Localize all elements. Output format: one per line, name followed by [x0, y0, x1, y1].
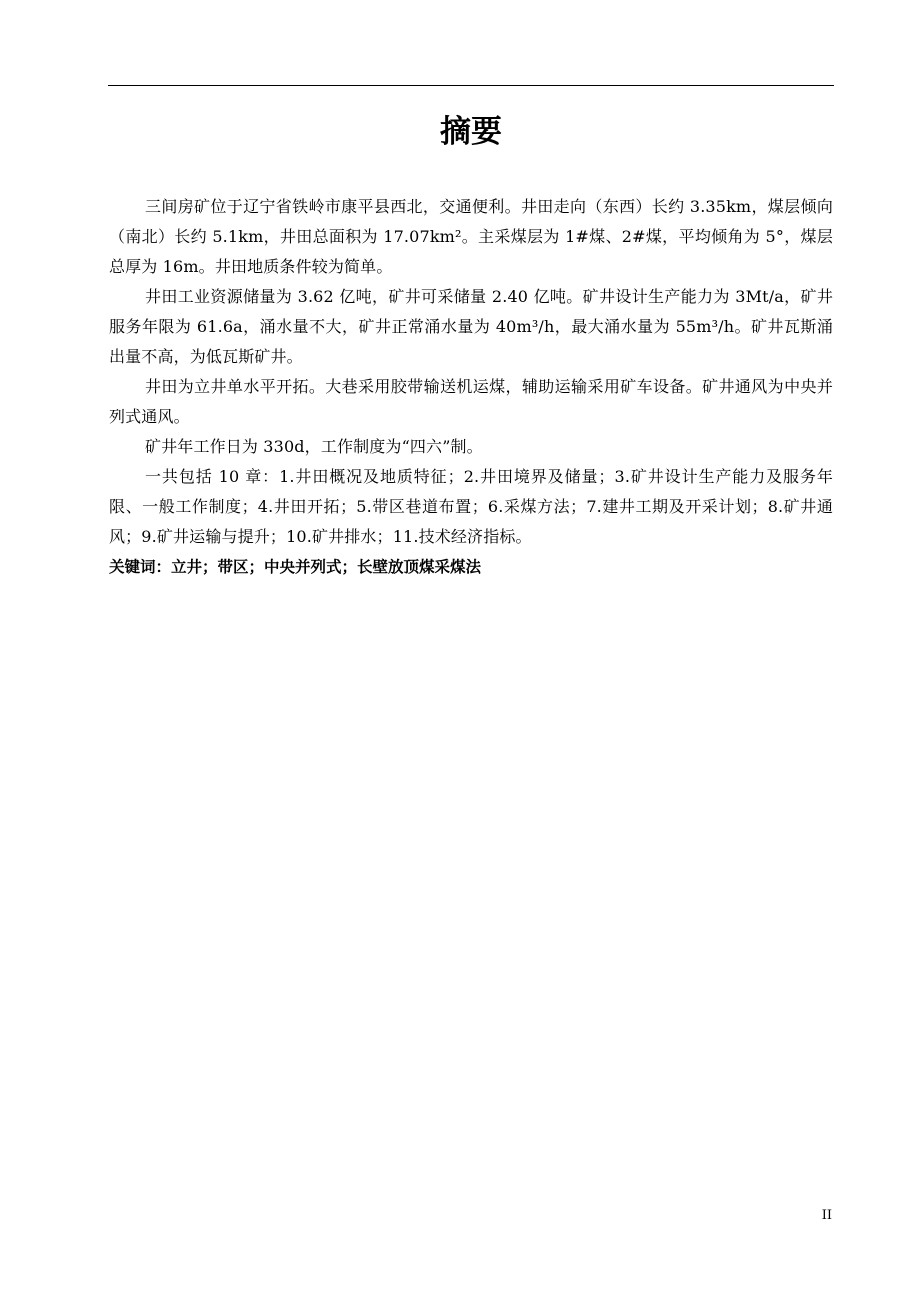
abstract-body	[109, 192, 833, 582]
header-rule	[108, 85, 834, 86]
keywords: 关键词：立井；带区；中央并列式；长壁放顶煤采煤法	[109, 558, 482, 576]
page-title: 摘要	[440, 114, 502, 150]
paragraph-work-schedule: 矿井年工作日为 330d，工作制度为“四六”制。	[145, 437, 483, 456]
paragraph-reserves: 井田工业资源储量为 3.62 亿吨，矿井可采储量 2.40 亿吨。矿井设计生产能力为 3Mt/a，矿井服务年限为 61.6a，涌水量不大，矿井正常涌水量为 40m³/h，最大涌水量为 55m³/h。矿井瓦斯涌出量不高，为低瓦斯矿井。	[109, 287, 833, 366]
page-number: II	[821, 1208, 832, 1223]
paragraph-location: 三间房矿位于辽宁省铁岭市康平县西北，交通便利。井田走向（东西）长约 3.35km，煤层倾向（南北）长约 5.1km，井田总面积为 17.07km²。主采煤层为 1#煤、2#煤，平均倾角为 5°，煤层总厚为 16m。井田地质条件较为简单。	[109, 197, 833, 276]
paragraph-chapters: 一共包括 10 章：1.井田概况及地质特征；2.井田境界及储量；3.矿井设计生产能力及服务年限、一般工作制度；4.井田开拓；5.带区巷道布置；6.采煤方法；7.建井工期及开采计划；8.矿井通风；9.矿井运输与提升；10.矿井排水；11.技术经济指标。	[109, 467, 833, 546]
paragraph-development: 井田为立井单水平开拓。大巷采用胶带输送机运煤，辅助运输采用矿车设备。矿井通风为中央并列式通风。	[109, 377, 833, 426]
